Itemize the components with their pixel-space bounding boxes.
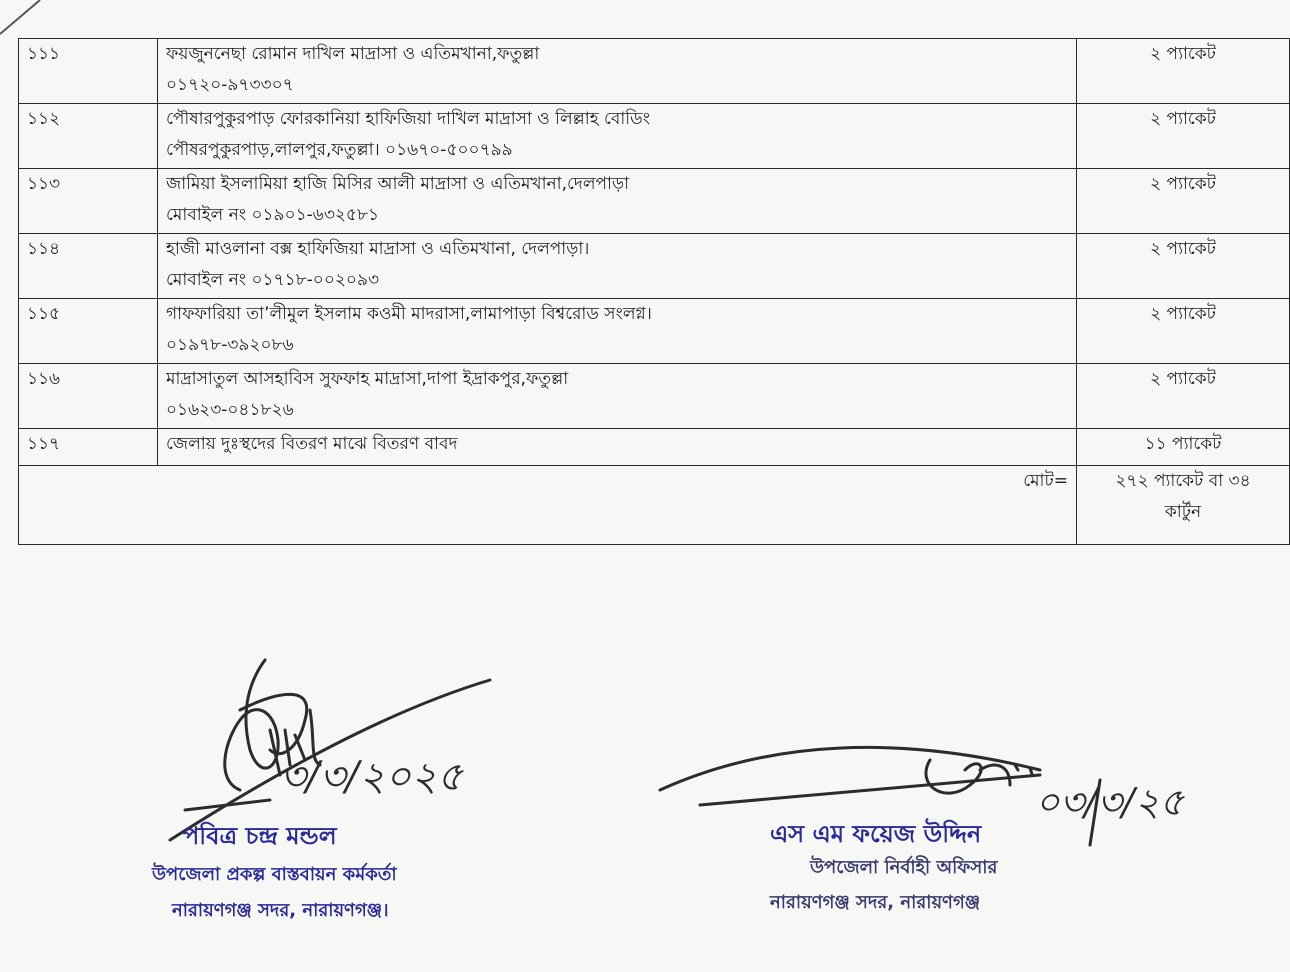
right-signatory-name: এস এম ফয়েজ উদ্দিন xyxy=(770,820,982,848)
table-row xyxy=(19,104,1290,169)
serial-number-cell: ১১১ xyxy=(19,39,158,104)
recipient-contact: ০১৬২৩-০৪১৮২৬ xyxy=(166,400,294,420)
quantity-cell: ২ প্যাকেট xyxy=(1077,39,1290,104)
recipient-cell xyxy=(158,39,1077,104)
recipient-name: জেলায় দুঃস্থদের বিতরণ মাঝে বিতরণ বাবদ xyxy=(166,434,458,454)
recipient-cell xyxy=(158,104,1077,169)
quantity-cell: ২ প্যাকেট xyxy=(1077,104,1290,169)
total-label: মোট= xyxy=(19,466,1077,545)
serial-number-cell: ১১৩ xyxy=(19,169,158,234)
right-handwritten-date: ০৩/৩/২৫ xyxy=(1035,780,1185,824)
recipient-name: হাজী মাওলানা বক্স হাফিজিয়া মাদ্রাসা ও এতিমখানা, দেলপাড়া। xyxy=(166,239,590,259)
recipient-cell xyxy=(158,169,1077,234)
recipient-cell xyxy=(158,234,1077,299)
serial-number-cell: ১১২ xyxy=(19,104,158,169)
left-signatory-office: নারায়ণগঞ্জ সদর, নারায়ণগঞ্জ। xyxy=(172,900,389,921)
quantity-cell: ২ প্যাকেট xyxy=(1077,169,1290,234)
left-signatory-name: পবিত্র চন্দ্র মন্ডল xyxy=(183,822,337,850)
table-row xyxy=(19,169,1290,234)
recipient-name: ফয়জুননেছা রোমান দাখিল মাদ্রাসা ও এতিমখানা,ফতুল্লা xyxy=(166,44,540,64)
recipient-cell xyxy=(158,429,1077,466)
serial-number-cell: ১১৫ xyxy=(19,299,158,364)
serial-number-cell: ১১৪ xyxy=(19,234,158,299)
distribution-table xyxy=(18,38,1290,545)
total-value-line2: কার্টুন xyxy=(1164,502,1202,522)
total-value-line1: ২৭২ প্যাকেট বা ৩৪ xyxy=(1115,471,1251,491)
table-row xyxy=(19,39,1290,104)
left-handwritten-date: ৩/৩/২০২৫ xyxy=(280,754,463,800)
recipient-contact: পৌষরপুকুরপাড়,লালপুর,ফতুল্লা। ০১৬৭০-৫০০৭৯৯ xyxy=(166,140,513,160)
table-row xyxy=(19,429,1290,466)
recipient-name: মাদ্রাসাতুল আসহাবিস সুফফাহ মাদ্রাসা,দাপা ইদ্রাকপুর,ফতুল্লা xyxy=(166,369,569,389)
quantity-cell: ২ প্যাকেট xyxy=(1077,234,1290,299)
quantity-cell: ২ প্যাকেট xyxy=(1077,364,1290,429)
recipient-name: জামিয়া ইসলামিয়া হাজি মিসির আলী মাদ্রাসা ও এতিমখানা,দেলপাড়া xyxy=(166,174,630,194)
serial-number-cell: ১১৬ xyxy=(19,364,158,429)
recipient-contact: ০১৯৭৮-৩৯২০৮৬ xyxy=(166,335,294,355)
serial-number-cell: ১১৭ xyxy=(19,429,158,466)
recipient-contact: ০১৭২০-৯৭৩৩০৭ xyxy=(166,75,294,95)
recipient-contact: মোবাইল নং ০১৭১৮-০০২০৯৩ xyxy=(166,270,380,290)
recipient-name: পৌষারপুকুরপাড় ফোরকানিয়া হাফিজিয়া দাখিল মাদ্রাসা ও লিল্লাহ বোডিং xyxy=(166,109,651,129)
recipient-contact: মোবাইল নং ০১৯০১-৬৩২৫৮১ xyxy=(166,205,380,225)
quantity-cell: ২ প্যাকেট xyxy=(1077,299,1290,364)
left-signatory-designation: উপজেলা প্রকল্প বাস্তবায়ন কর্মকর্তা xyxy=(152,864,397,885)
recipient-cell xyxy=(158,364,1077,429)
table-row xyxy=(19,364,1290,429)
table-row xyxy=(19,299,1290,364)
page-fold-mark xyxy=(0,0,60,40)
right-signatory-designation: উপজেলা নির্বাহী অফিসার xyxy=(810,857,998,878)
right-signatory-office: নারায়ণগঞ্জ সদর, নারায়ণগঞ্জ xyxy=(770,892,981,913)
total-row xyxy=(19,466,1290,545)
recipient-name: গাফফারিয়া তা’লীমুল ইসলাম কওমী মাদরাসা,লামাপাড়া বিশ্বরোড সংলগ্ন। xyxy=(166,304,652,324)
recipient-cell xyxy=(158,299,1077,364)
quantity-cell: ১১ প্যাকেট xyxy=(1077,429,1290,466)
table-row xyxy=(19,234,1290,299)
total-value xyxy=(1077,466,1290,545)
